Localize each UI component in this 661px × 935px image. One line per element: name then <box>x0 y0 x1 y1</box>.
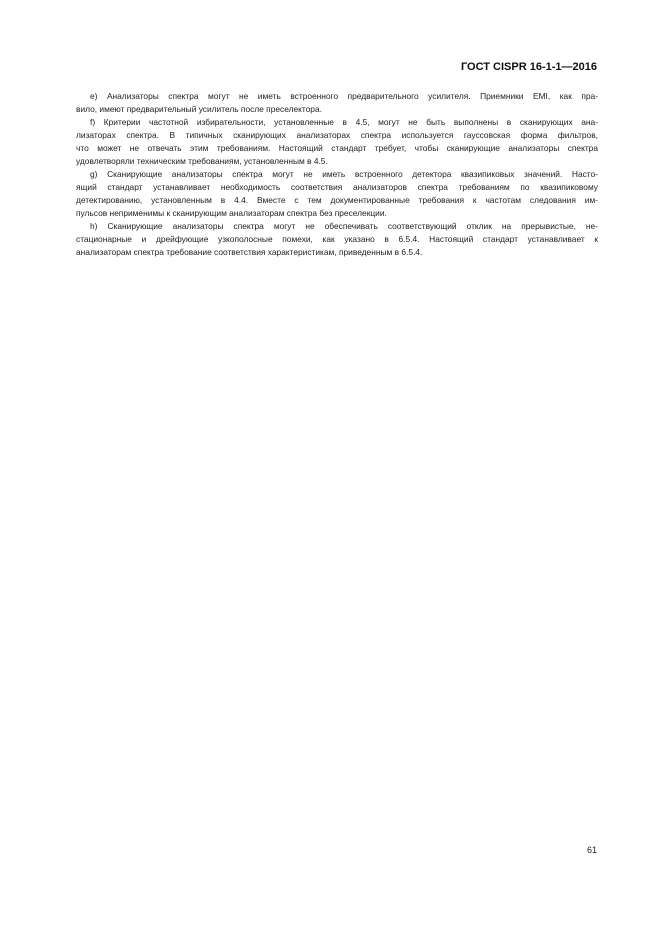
paragraph-h <box>76 220 598 259</box>
paragraph-line: ящий стандарт устанавливает необходимость соответствия анализаторов спектра требованиям по квазипиковому <box>76 182 598 192</box>
page-number: 61 <box>586 845 597 855</box>
paragraph-line: h) Сканирующие анализаторы спектра могут не обеспечивать соответствующий отклик на прерывистые, не- <box>90 221 598 231</box>
paragraph-line: пульсов неприменимы к сканирующим анализаторам спектра без преселекции. <box>76 208 387 218</box>
paragraph-line: f) Критерии частотной избирательности, установленные в 4.5, могут не быть выполнены в сканирующих ана- <box>90 117 598 127</box>
paragraph-line: g) Сканирующие анализаторы спектра могут не иметь встроенного детектора квазипиковых значений. Насто- <box>90 169 598 179</box>
paragraph-f <box>76 116 598 168</box>
paragraph-e <box>76 90 598 116</box>
document-body <box>76 90 598 259</box>
paragraph-line: лизаторах спектра. В типичных сканирующих анализаторах спектра используется гауссовская форма фильтров, <box>76 130 598 140</box>
paragraph-line: анализаторам спектра требование соответствия характеристикам, приведенным в 6.5.4. <box>76 247 423 257</box>
paragraph-line: e) Анализаторы спектра могут не иметь встроенного предварительного усилителя. Приемники EMI, как пра- <box>90 91 598 101</box>
paragraph-line: стационарные и дрейфующие узкополосные помехи, как указано в 6.5.4. Настоящий стандарт устанавливает к <box>76 234 598 244</box>
paragraph-line: что может не отвечать этим требованиям. Настоящий стандарт требует, чтобы сканирующие анализаторы спектра <box>76 143 598 153</box>
document-header: ГОСТ CISPR 16-1-1—2016 <box>460 61 597 73</box>
paragraph-line: удовлетворяли техническим требованиям, установленным в 4.5. <box>76 156 328 166</box>
paragraph-line: вило, имеют предварительный усилитель после преселектора. <box>76 104 322 114</box>
paragraph-line: детектированию, установленным в 4.4. Вместе с тем документированные требования к частотам следования им- <box>76 195 598 205</box>
paragraph-g <box>76 168 598 220</box>
